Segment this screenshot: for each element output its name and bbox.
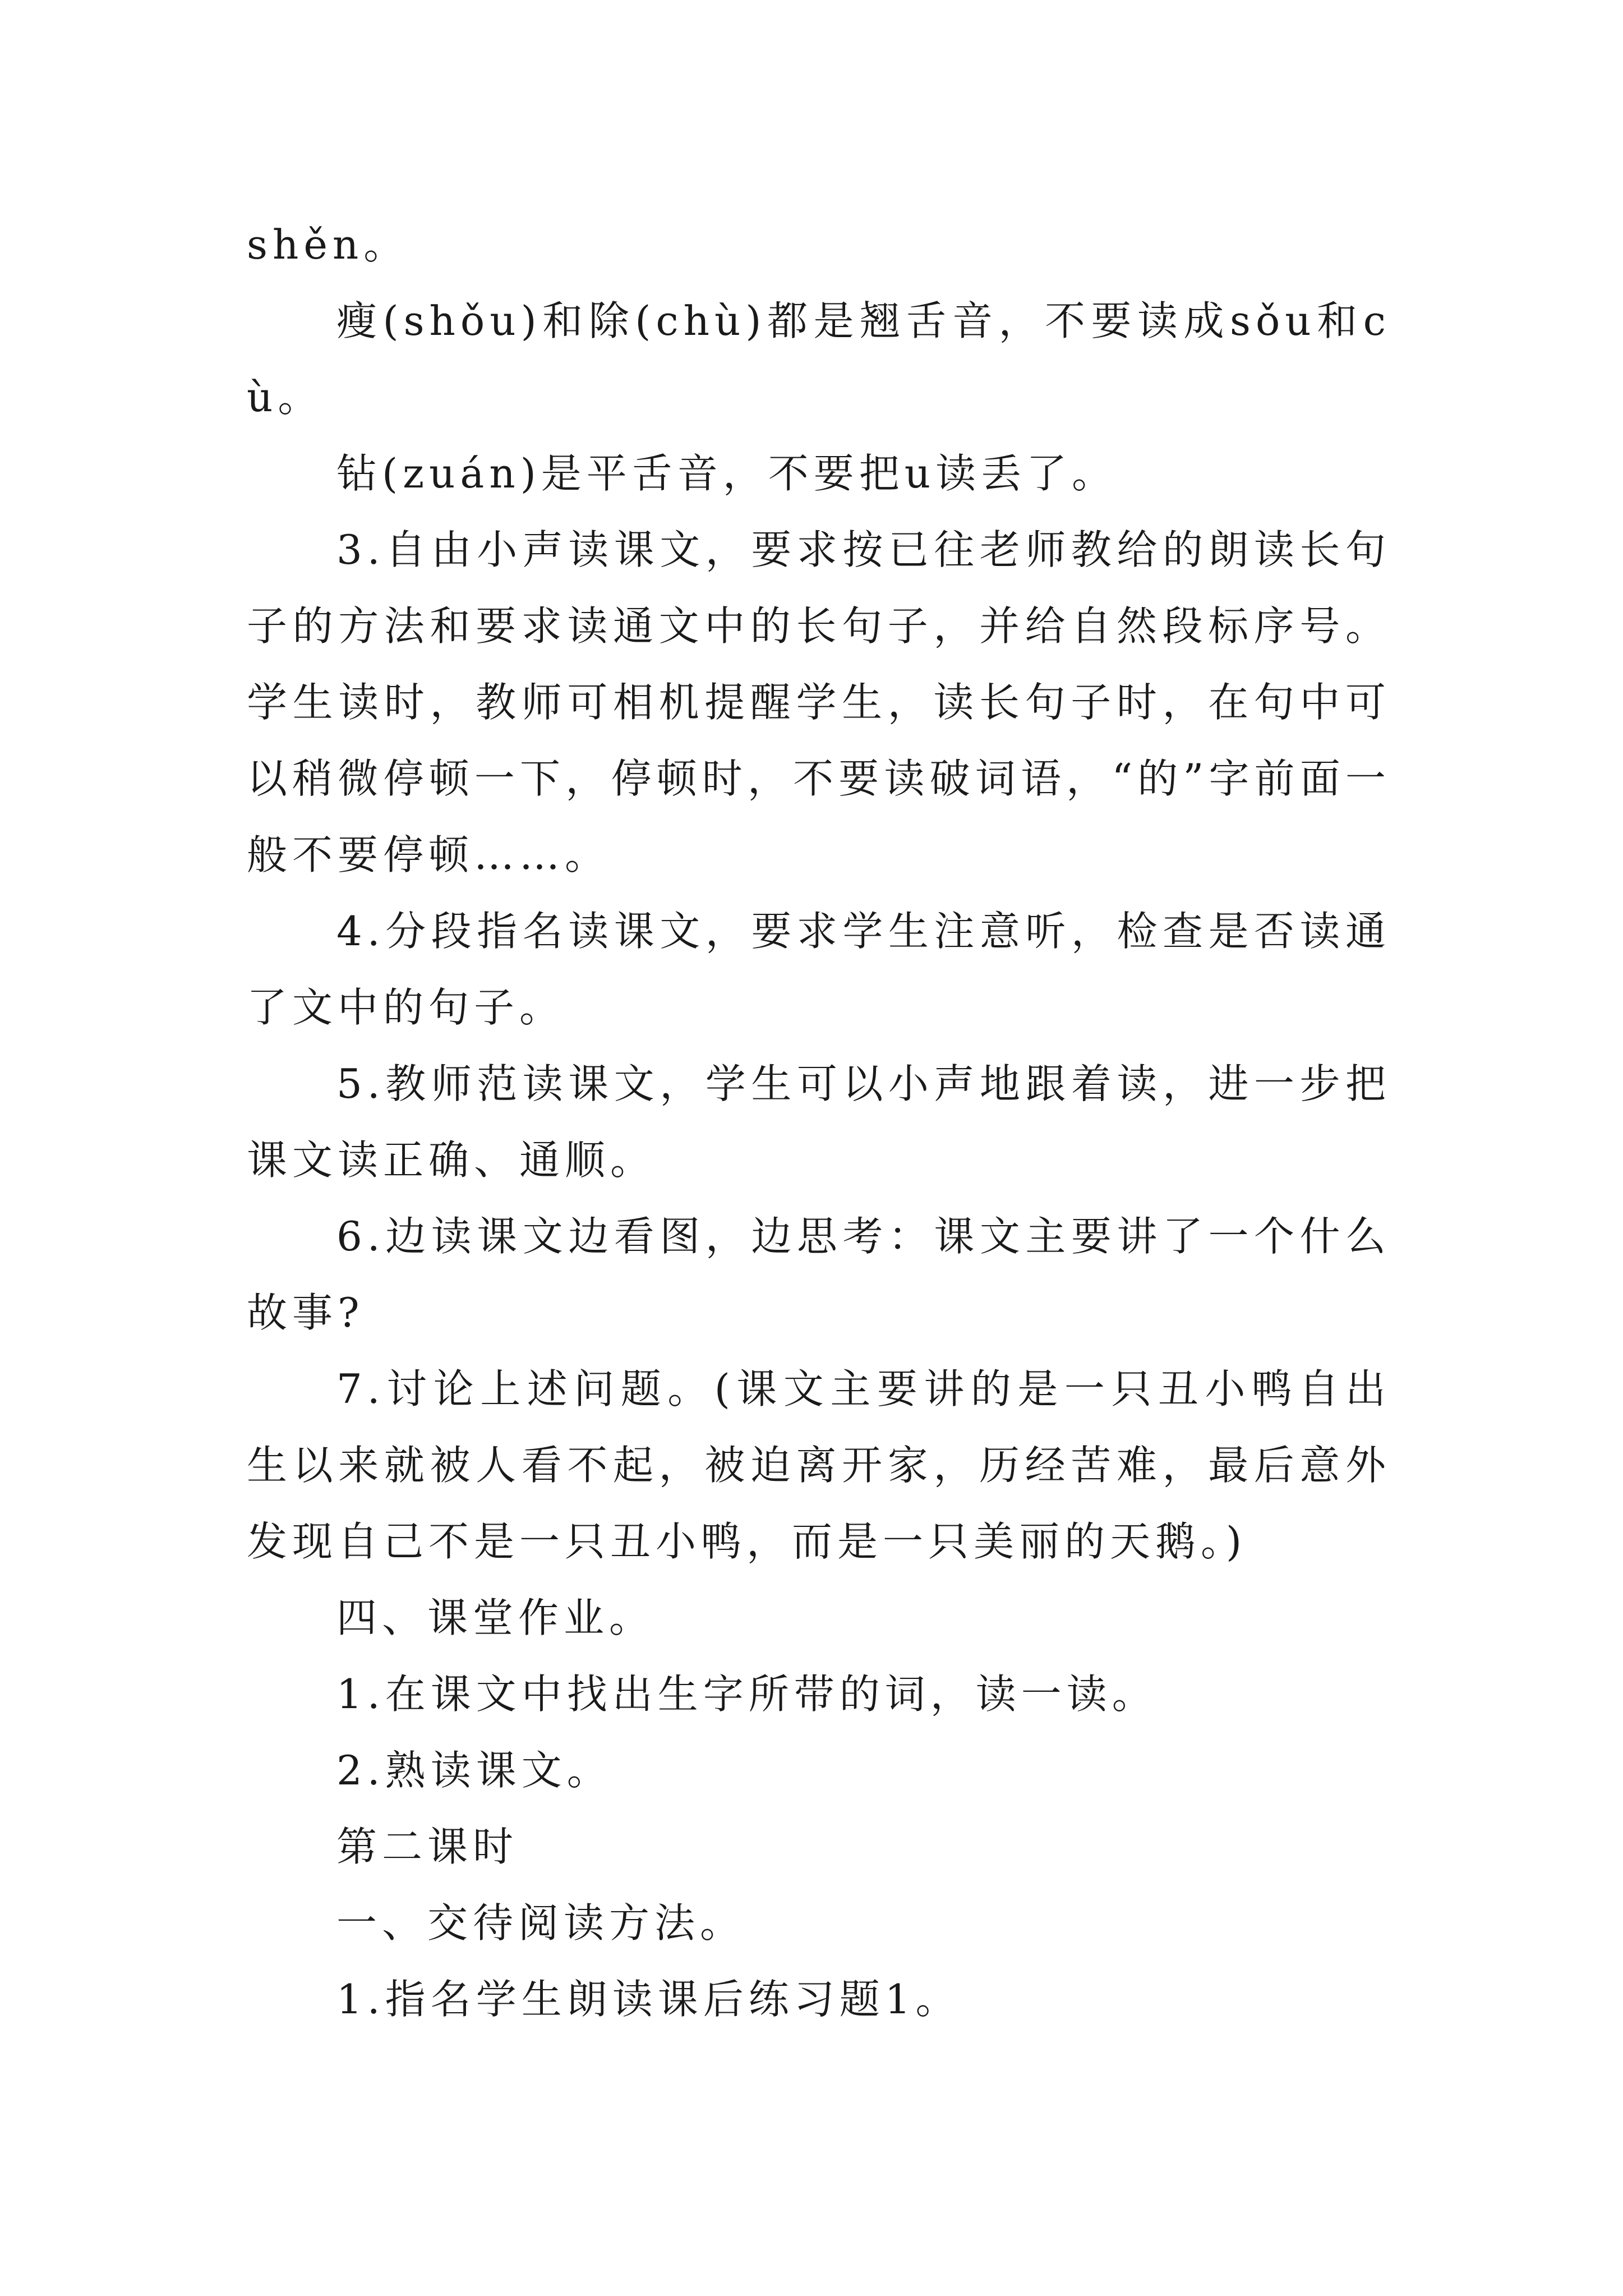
paragraph-step-3: 3.自由小声读课文，要求按已往老师教给的朗读长句子的方法和要求读通文中的长句子，并给自然段标序号。学生读时，教师可相机提醒学生，读长句子时，在句中可以稍微停顿一下，停顿时，不要读破词语，“的”字前面一般不要停顿……。 <box>247 526 1391 878</box>
paragraph-pronunciation-shou-chu: 瘦(shǒu)和除(chù)都是翘舌音，不要读成sǒu和cù。 <box>247 297 1391 421</box>
paragraph-homework-2: 2.熟读课文。 <box>336 1747 612 1794</box>
paragraph-step-5: 5.教师范读课文，学生可以小声地跟着读，进一步把课文读正确、通顺。 <box>247 1060 1391 1184</box>
section-heading-second-lesson: 第二课时 <box>336 1823 519 1870</box>
paragraph-step-6: 6.边读课文边看图，边思考：课文主要讲了一个什么故事? <box>247 1213 1391 1336</box>
section-heading-homework: 四、课堂作业。 <box>336 1594 655 1641</box>
document-body <box>247 206 1391 2037</box>
section-heading-reading-method: 一、交待阅读方法。 <box>336 1899 746 1947</box>
paragraph-pronunciation-zuan: 钻(zuán)是平舌音，不要把u读丢了。 <box>336 450 1118 497</box>
paragraph-step-7: 7.讨论上述问题。(课文主要讲的是一只丑小鸭自出生以来就被人看不起，被迫离开家，历经苦难，最后意外发现自己不是一只丑小鸭，而是一只美丽的天鹅。) <box>247 1365 1391 1565</box>
paragraph-pinyin-continuation: shěn。 <box>247 221 409 268</box>
paragraph-homework-1: 1.在课文中找出生字所带的词，读一读。 <box>336 1671 1158 1718</box>
paragraph-reading-method-1: 1.指名学生朗读课后练习题1。 <box>336 1976 961 2023</box>
paragraph-step-4: 4.分段指名读课文，要求学生注意听，检查是否读通了文中的句子。 <box>247 908 1391 1031</box>
